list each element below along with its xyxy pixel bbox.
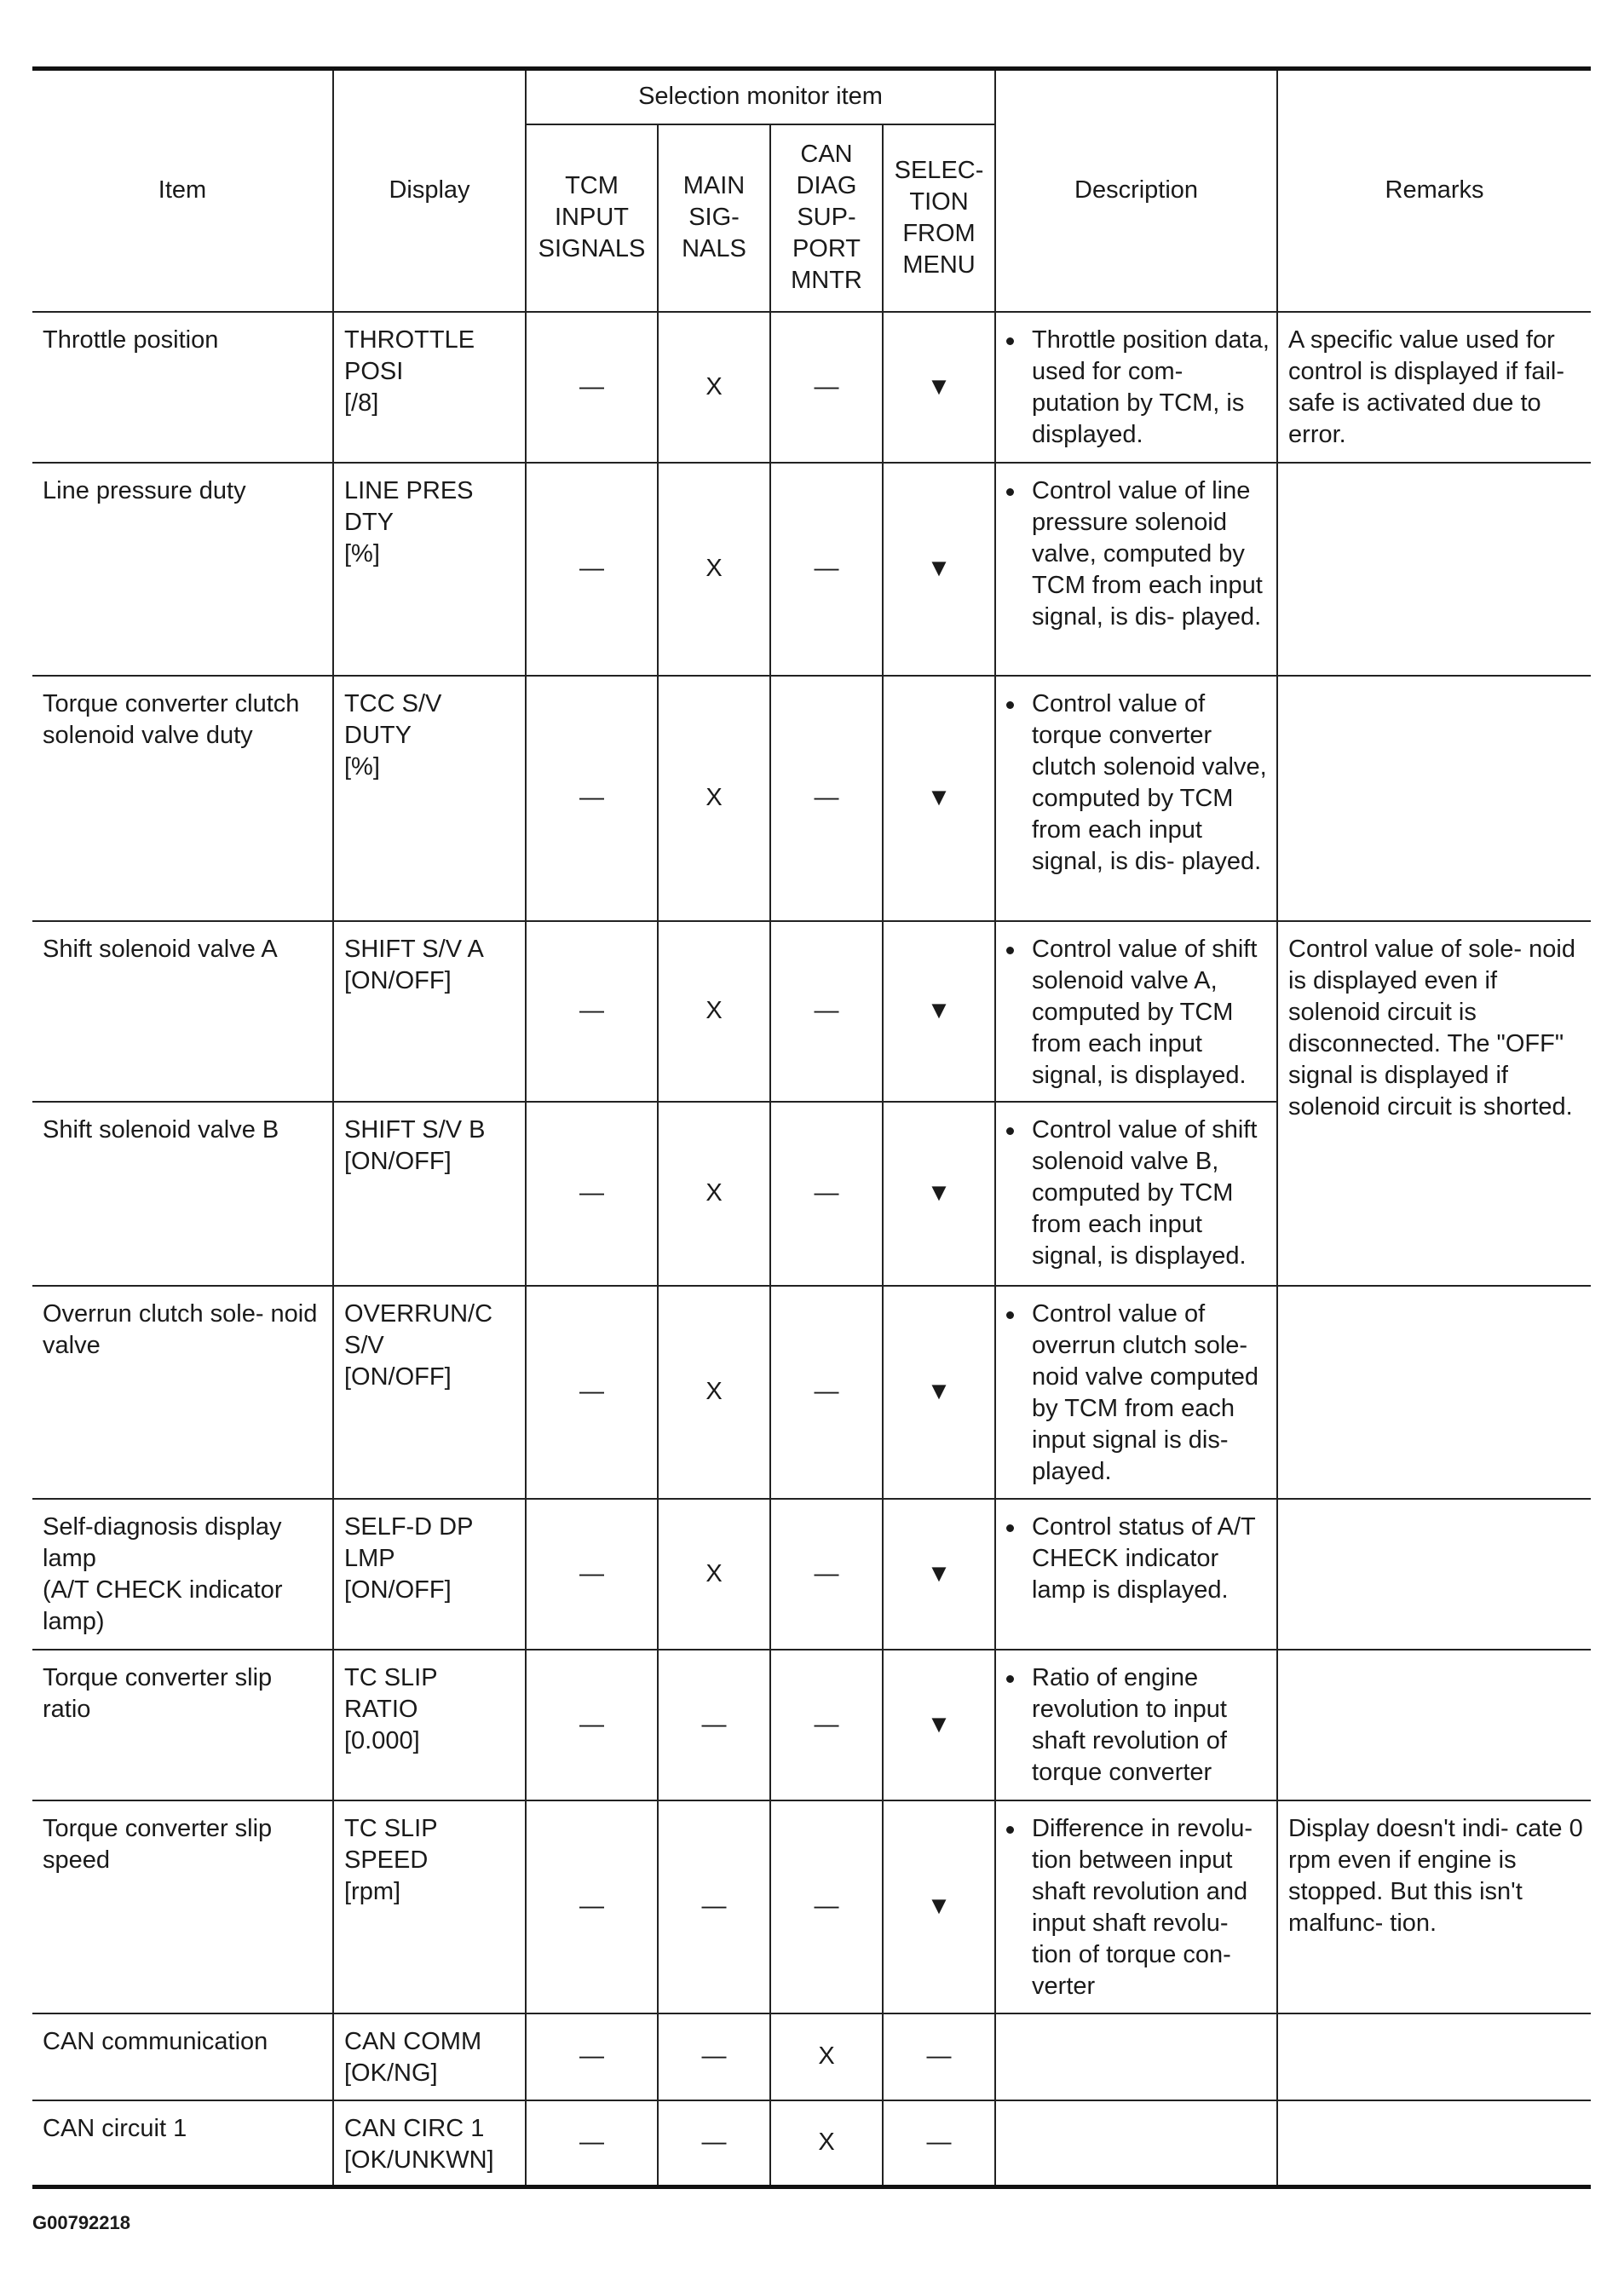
table-row [32, 463, 1591, 676]
remarks-cell [1277, 2013, 1591, 2100]
bullet-icon [1006, 1127, 1014, 1135]
description-cell [995, 921, 1277, 1102]
main-signals-mark: — [658, 1800, 770, 2013]
main-signals-mark: — [658, 2013, 770, 2100]
table-row [32, 676, 1591, 921]
remarks-cell [1277, 1499, 1591, 1650]
display-cell: OVERRUN/C S/V [ON/OFF] [333, 1286, 526, 1499]
item-cell: Overrun clutch sole- noid valve [32, 1286, 333, 1499]
table-row [32, 921, 1591, 1102]
description-text: Throttle position data, used for com- putation by TCM, is displayed. [1032, 325, 1270, 448]
selection-menu-mark: ▼ [883, 463, 995, 676]
can-diag-mark: — [770, 312, 883, 463]
remarks-cell [1277, 676, 1591, 921]
item-cell: CAN communication [32, 2013, 333, 2100]
description-cell [995, 1650, 1277, 1800]
can-diag-mark: — [770, 676, 883, 921]
tcm-input-mark: — [526, 1650, 658, 1800]
item-cell: Torque converter slip ratio [32, 1650, 333, 1800]
remarks-cell [1277, 2100, 1591, 2187]
can-diag-mark: — [770, 1102, 883, 1286]
bullet-icon [1006, 1826, 1014, 1834]
description-cell [995, 1499, 1277, 1650]
selection-menu-mark: — [883, 2013, 995, 2100]
header-can-diag-support-mntr: CAN DIAG SUP- PORT MNTR [770, 124, 883, 312]
can-diag-mark: X [770, 2100, 883, 2187]
selection-menu-mark: — [883, 2100, 995, 2187]
tcm-input-mark: — [526, 921, 658, 1102]
description-bullet [1006, 1512, 1270, 1606]
table-row [32, 312, 1591, 463]
bullet-icon [1006, 1311, 1014, 1319]
bullet-icon [1006, 337, 1014, 345]
description-text: Control status of A/T CHECK indicator lamp is displayed. [1032, 1512, 1256, 1604]
item-cell: Throttle position [32, 312, 333, 463]
can-diag-mark: X [770, 2013, 883, 2100]
main-signals-mark: X [658, 676, 770, 921]
display-cell: CAN CIRC 1 [OK/UNKWN] [333, 2100, 526, 2187]
can-diag-mark: — [770, 1499, 883, 1650]
bullet-icon [1006, 1675, 1014, 1683]
description-bullet [1006, 1115, 1270, 1272]
bullet-icon [1006, 1524, 1014, 1532]
item-cell: Shift solenoid valve B [32, 1102, 333, 1286]
description-bullet [1006, 325, 1270, 451]
main-signals-mark: X [658, 1499, 770, 1650]
display-cell: THROTTLE POSI [/8] [333, 312, 526, 463]
main-signals-mark: X [658, 1102, 770, 1286]
can-diag-mark: — [770, 1286, 883, 1499]
display-cell: TC SLIP SPEED [rpm] [333, 1800, 526, 2013]
remarks-cell: A specific value used for control is displayed if fail-safe is activated due to error. [1277, 312, 1591, 463]
can-diag-mark: — [770, 463, 883, 676]
monitor-item-sheet [32, 66, 1591, 2197]
item-cell: CAN circuit 1 [32, 2100, 333, 2187]
display-cell: TC SLIP RATIO [0.000] [333, 1650, 526, 1800]
description-cell [995, 312, 1277, 463]
table-row [32, 1286, 1591, 1499]
tcm-input-mark: — [526, 1499, 658, 1650]
description-cell [995, 1102, 1277, 1286]
tcm-input-mark: — [526, 1286, 658, 1499]
tcm-input-mark: — [526, 2013, 658, 2100]
display-cell: TCC S/V DUTY [%] [333, 676, 526, 921]
tcm-input-mark: — [526, 1800, 658, 2013]
remarks-cell [1277, 463, 1591, 676]
selection-menu-mark: ▼ [883, 1102, 995, 1286]
remarks-cell [1277, 1650, 1591, 1800]
description-cell [995, 1286, 1277, 1499]
tcm-input-mark: — [526, 2100, 658, 2187]
main-signals-mark: — [658, 1650, 770, 1800]
table-row [32, 1650, 1591, 1800]
selection-menu-mark: ▼ [883, 676, 995, 921]
description-bullet [1006, 1813, 1270, 2002]
description-bullet [1006, 934, 1270, 1092]
header-row-top [32, 69, 1591, 124]
display-cell: SHIFT S/V B [ON/OFF] [333, 1102, 526, 1286]
remarks-cell [1277, 1286, 1591, 1499]
header-selection-monitor-item: Selection monitor item [526, 69, 995, 124]
main-signals-mark: X [658, 312, 770, 463]
selection-menu-mark: ▼ [883, 1650, 995, 1800]
selection-menu-mark: ▼ [883, 1499, 995, 1650]
figure-reference-code: G00792218 [32, 2212, 130, 2233]
description-text: Difference in revolu- tion between input shaft revolution and input shaft revolu- tion of torque con- verter [1032, 1814, 1253, 2000]
item-cell: Shift solenoid valve A [32, 921, 333, 1102]
description-text: Control value of line pressure solenoid valve, computed by TCM from each input signal, is dis- played. [1032, 476, 1263, 631]
description-text: Control value of overrun clutch sole- noid valve computed by TCM from each input signal is dis- played. [1032, 1299, 1259, 1485]
header-tcm-input-signals: TCM INPUT SIGNALS [526, 124, 658, 312]
selection-monitor-table [32, 66, 1591, 2189]
header-display: Display [333, 69, 526, 312]
item-cell: Torque converter slip speed [32, 1800, 333, 2013]
header-description: Description [995, 69, 1277, 312]
description-text: Ratio of engine revolution to input shaft revolution of torque converter [1032, 1663, 1227, 1786]
main-signals-mark: X [658, 1286, 770, 1499]
description-bullet [1006, 475, 1270, 633]
selection-menu-mark: ▼ [883, 1800, 995, 2013]
table-row [32, 1499, 1591, 1650]
description-cell [995, 463, 1277, 676]
description-cell [995, 676, 1277, 921]
tcm-input-mark: — [526, 463, 658, 676]
description-text: Control value of shift solenoid valve B, computed by TCM from each input signal, is displayed. [1032, 1115, 1258, 1270]
table-row [32, 2013, 1591, 2100]
display-cell: CAN COMM [OK/NG] [333, 2013, 526, 2100]
remarks-cell: Display doesn't indi- cate 0 rpm even if engine is stopped. But this isn't malfunc- tion. [1277, 1800, 1591, 2013]
bullet-icon [1006, 488, 1014, 496]
description-text: Control value of shift solenoid valve A, computed by TCM from each input signal, is displayed. [1032, 935, 1258, 1089]
main-signals-mark: X [658, 463, 770, 676]
description-cell [995, 2013, 1277, 2100]
header-item: Item [32, 69, 333, 312]
description-cell [995, 2100, 1277, 2187]
description-text: Control value of torque converter clutch solenoid valve, computed by TCM from each input signal, is dis- played. [1032, 689, 1267, 875]
description-bullet [1006, 1662, 1270, 1789]
item-cell: Line pressure duty [32, 463, 333, 676]
display-cell: SHIFT S/V A [ON/OFF] [333, 921, 526, 1102]
header-remarks: Remarks [1277, 69, 1591, 312]
table-row [32, 1800, 1591, 2013]
remarks-cell: Control value of sole- noid is displayed even if solenoid circuit is disconnected. The "OFF" signal is displayed if solenoid circuit is shorted. [1277, 921, 1591, 1286]
bullet-icon [1006, 947, 1014, 954]
bullet-icon [1006, 701, 1014, 709]
tcm-input-mark: — [526, 1102, 658, 1286]
description-bullet [1006, 1299, 1270, 1488]
item-cell: Torque converter clutch solenoid valve duty [32, 676, 333, 921]
tcm-input-mark: — [526, 676, 658, 921]
can-diag-mark: — [770, 1650, 883, 1800]
selection-menu-mark: ▼ [883, 312, 995, 463]
table-row [32, 2100, 1591, 2187]
selection-menu-mark: ▼ [883, 921, 995, 1102]
main-signals-mark: — [658, 2100, 770, 2187]
display-cell: SELF-D DP LMP [ON/OFF] [333, 1499, 526, 1650]
display-cell: LINE PRES DTY [%] [333, 463, 526, 676]
header-selection-from-menu: SELEC- TION FROM MENU [883, 124, 995, 312]
can-diag-mark: — [770, 1800, 883, 2013]
item-cell: Self-diagnosis display lamp (A/T CHECK indicator lamp) [32, 1499, 333, 1650]
tcm-input-mark: — [526, 312, 658, 463]
header-main-signals: MAIN SIG- NALS [658, 124, 770, 312]
description-bullet [1006, 688, 1270, 878]
can-diag-mark: — [770, 921, 883, 1102]
selection-menu-mark: ▼ [883, 1286, 995, 1499]
description-cell [995, 1800, 1277, 2013]
main-signals-mark: X [658, 921, 770, 1102]
